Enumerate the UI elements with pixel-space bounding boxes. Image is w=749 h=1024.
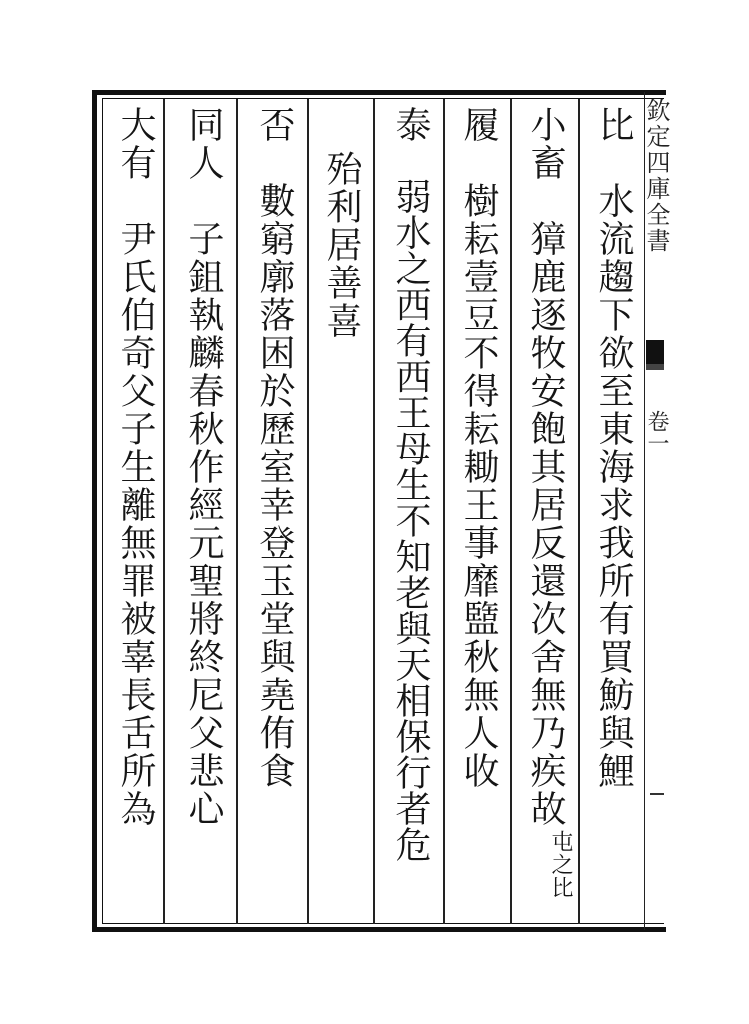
- column-rule: [578, 99, 580, 924]
- column-rule: [307, 99, 309, 924]
- text-column: [112, 106, 158, 828]
- verse-text: 殆利居善喜: [321, 150, 362, 340]
- fish-tail-mark: [646, 364, 664, 370]
- text-column: [251, 106, 297, 790]
- inline-note: 屯之比: [548, 830, 573, 899]
- fish-tail-mark: [646, 340, 664, 364]
- verse-text: 樹耘壹豆不得耘耡王事靡盬秋無人收: [458, 182, 499, 790]
- verse-text: 子鉏執麟春秋作經元聖將終尼父悲心: [183, 220, 224, 828]
- hexagram-name: 同人: [183, 106, 224, 182]
- text-column: [522, 106, 568, 828]
- hexagram-name: 泰: [390, 106, 431, 142]
- text-column: [180, 106, 226, 828]
- verse-text: 數窮廓落困於歷室幸登玉堂與堯侑食: [254, 182, 295, 790]
- column-rule: [510, 99, 512, 924]
- hexagram-name: 否: [254, 106, 295, 144]
- text-column: [455, 106, 501, 790]
- margin-tick: [650, 793, 664, 795]
- hexagram-name: 大有: [115, 106, 156, 182]
- column-rule: [373, 99, 375, 924]
- column-rule: [443, 99, 445, 924]
- column-rule: [236, 99, 238, 924]
- text-column: [386, 106, 432, 862]
- verse-text: 尹氏伯奇父子生離無罪被辜長舌所為: [115, 220, 156, 828]
- text-column-continuation: [318, 150, 364, 340]
- hexagram-name: 比: [593, 106, 634, 144]
- text-column: [590, 106, 636, 790]
- margin-juan-label: 卷一: [644, 410, 669, 454]
- verse-text: 水流趨下欲至東海求我所有買魴與鯉: [593, 182, 634, 790]
- verse-text: 弱水之西有西王母生不知老與天相保行者危: [390, 178, 431, 862]
- hexagram-name: 小畜: [525, 106, 566, 182]
- hexagram-name: 履: [458, 106, 499, 144]
- margin-book-title: 欽定四庫全書: [642, 98, 670, 254]
- verse-text: 獐鹿逐牧安飽其居反還次舍無乃疾故: [525, 220, 566, 828]
- column-rule: [163, 99, 165, 924]
